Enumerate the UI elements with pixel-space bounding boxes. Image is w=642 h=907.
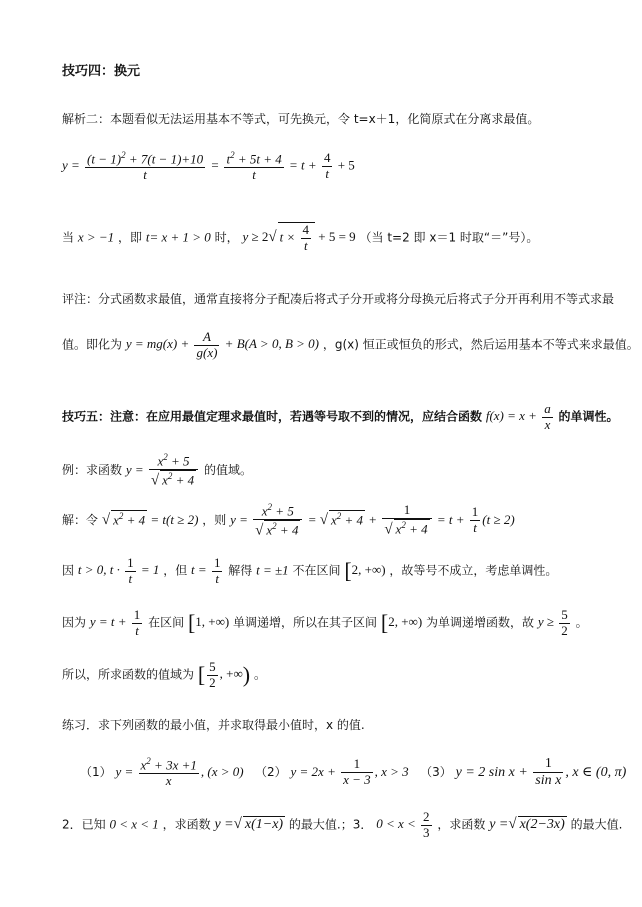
example-line: 例：求函数 y = $\frac{x^2 + 5}{√ x^2 + 4}$ 的值域。 xyxy=(62,452,253,489)
transform-formula: y = $\frac{(t - 1)^2 + 7(t - 1)+10}{t}$ = $\frac{t^2 + 5t + 4}{t}$ = t + $\frac{4}{t}$ + 5 xyxy=(62,150,355,183)
solution-line: 解：令 √ $x^2 + 4 = t(t \ge 2)$ ，则 y = $\frac{x^2 + 5}{√ x^2 + 4}$ = √ $x^2 + 4$ + $\frac{1}{√ x^2 + 4}$ = t + $\frac{1}{t}$ (t ≥ 2) xyxy=(62,502,515,539)
remark-line1: 评注：分式函数求最值，通常直接将分子配凑后将式子分开或将分母换元后将式子分开再利用不等式求最 xyxy=(62,292,615,306)
section4-title: 技巧四：换元 xyxy=(62,64,141,79)
section5-title: 技巧五：注意：在应用最值定理求最值时，若遇等号取不到的情况，应结合函数 f(x) = x + $\frac{a}{x}$ 的单调性。 xyxy=(62,401,619,432)
max-value-questions: 2．已知 0 < x < 1 ，求函数 y =√ x(1−x) 的最大值.；3． 0 < x < $\frac{2}{3}$ ，求函数 y =√ x(2−3x) 的最大值. xyxy=(62,809,623,840)
range-line: 所以，所求函数的值域为 [ $\frac{5}{2}$ , +∞) 。 xyxy=(62,659,266,690)
exercise-items: （1） y = $\frac{x^2 + 3x +1}{x}$ , (x > 0) （2） y = 2x + $\frac{1}{x - 3}$ , x > 3 （3） y = 2 sin x + $\frac{1}{\text{sin x}}$ , x ∈ (0, π) xyxy=(80,756,627,789)
am-gm-inequality: y ≥ 2√ t × $\frac{4}{t}$ + 5 = 9 xyxy=(242,222,356,253)
analysis-text: 解析二：本题看似无法运用基本不等式，可先换元，令 t=x＋1，化简原式在分离求最值。 xyxy=(62,112,540,126)
condition-line: 当 x > −1 ，即 t= x + 1 > 0 时， y ≥ 2√ t × $\frac{4}{t}$ + 5 = 9 （当 t=2 即 x＝1 时取“＝”号）。 xyxy=(62,222,539,253)
remark-line2: 值。即化为 y = mg(x) + $\frac{A}{g(x)}$ + B(A > 0, B > 0) ，g(x) 恒正或恒负的形式，然后运用基本不等式来求最值。 xyxy=(62,329,639,360)
reason-line: 因 t > 0, t · $\frac{1}{t}$ = 1 ，但 t = $\frac{1}{t}$ 解得 t = ±1 不在区间 [2, +∞) ，故等号不成立，考虑单调性。 xyxy=(62,555,558,586)
monotonic-line: 因为 y = t + $\frac{1}{t}$ 在区间 [1, +∞) 单调递增，所以在其子区间 [2, +∞) 为单调递增函数，故 y ≥ $\frac{5}{2}$ 。 xyxy=(62,607,588,638)
exercise-intro: 练习．求下列函数的最小值，并求取得最小值时，x 的值. xyxy=(62,718,365,732)
